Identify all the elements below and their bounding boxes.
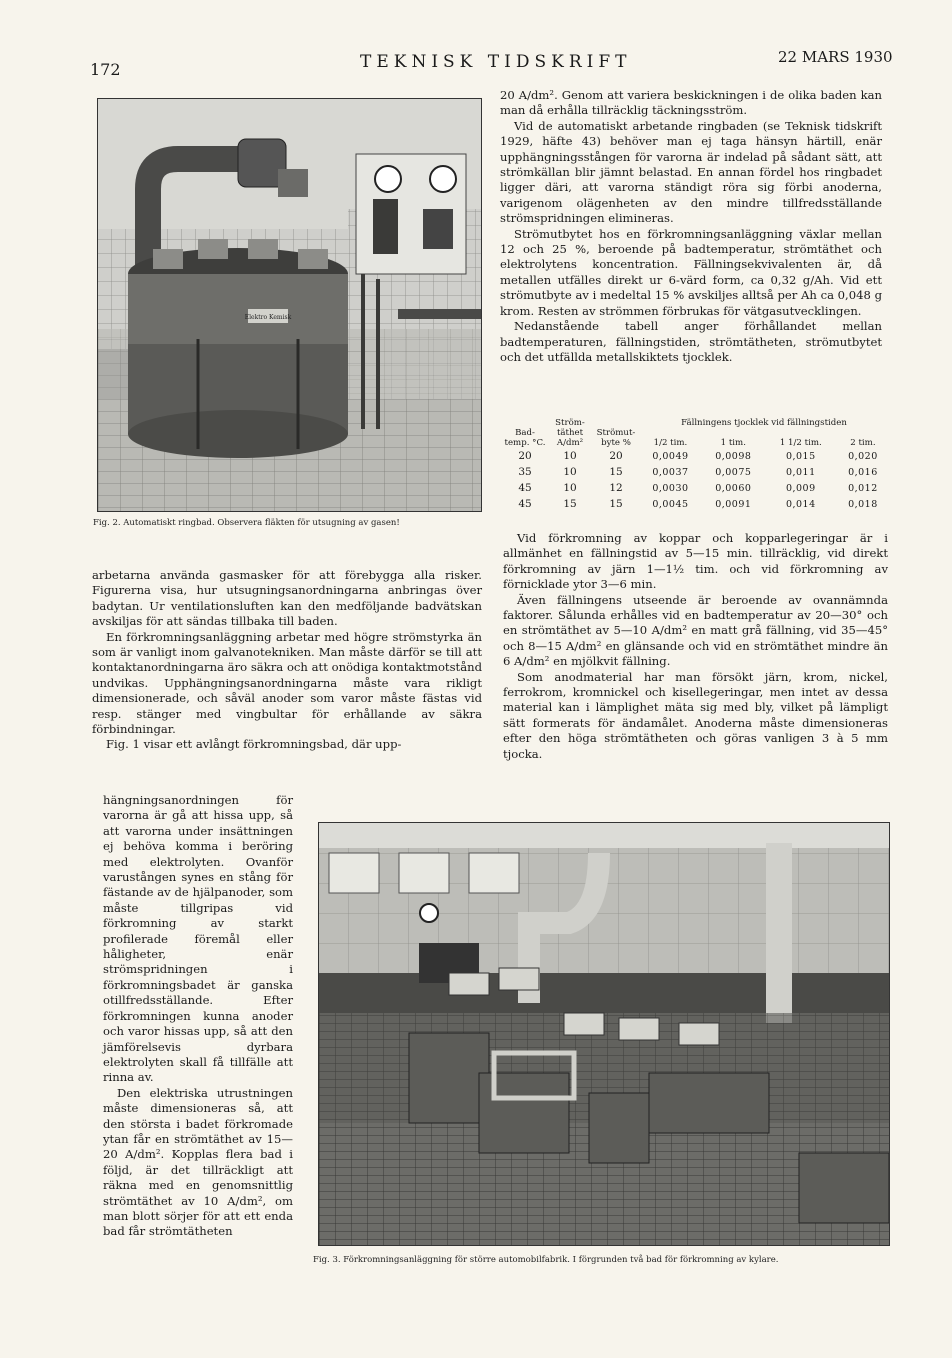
table-header-temp: Bad- temp. °C. xyxy=(504,428,546,448)
table-cell: 0,0060 xyxy=(715,482,752,494)
table-cell: 45 xyxy=(518,482,532,495)
figure-2-photo xyxy=(97,98,482,512)
table-cell: 0,020 xyxy=(848,450,878,462)
paragraph: Den elektriska utrustningen måste dimensioneras så, att den största i badet förkromade ytan får en strömtäthet av 15—20 A/dm². Kopplas flera bad i följd, är det tillräckligt att räkna med en genomsnittlig strömtäthet av 10 A/dm², om man blott sörjer för att ett enda bad får strömtätheten xyxy=(103,1085,293,1239)
figure-3-photo xyxy=(318,822,890,1246)
table-cell: 15 xyxy=(609,498,623,511)
table-cell: 10 xyxy=(563,482,577,495)
table-cell: 35 xyxy=(518,466,532,479)
table-cell: 0,0045 xyxy=(652,498,689,510)
table-cell: 0,016 xyxy=(848,466,878,478)
table-cell: 0,0091 xyxy=(715,498,752,510)
table-row xyxy=(503,480,889,496)
table-cell: 15 xyxy=(563,498,577,511)
table-cell: 10 xyxy=(563,466,577,479)
table-header-time: 2 tim. xyxy=(850,437,876,448)
narrow-column-text xyxy=(103,793,293,1240)
table-cell: 12 xyxy=(609,482,623,495)
page-number: 172 xyxy=(90,60,121,79)
paragraph: Som anodmaterial har man försökt järn, krom, nickel, ferrokrom, kromnickel och kisellegeringar, men intet av dessa material kan i lämplighet mäta sig med bly, vilket på lämpligt sätt formerats för ändamålet. Anoderna måste dimensioneras efter den höga strömtätheten och göras vanligen 3 à 5 mm tjocka. xyxy=(503,669,888,761)
table-cell: 20 xyxy=(609,450,623,463)
table-cell: 15 xyxy=(609,466,623,479)
right-column-bottom-text xyxy=(503,531,888,762)
paragraph: 20 A/dm². Genom att variera beskickningen i de olika baden kan man då erhålla tillräcklig täckningsström. xyxy=(500,88,882,118)
table-header-time: 1 1/2 tim. xyxy=(779,437,822,448)
table-cell: 10 xyxy=(563,450,577,463)
figure-3-caption: Fig. 3. Förkromningsanläggning för större automobilfabrik. I förgrunden två bad för förkromning av kylare. xyxy=(313,1255,779,1265)
table-cell: 0,014 xyxy=(785,498,816,510)
paragraph: Vid förkromning av koppar och kopparlegeringar är i allmänhet en fällningstid av 5—15 min. tillräcklig, vid direkt förkromning av järn 1—1½ tim. och vid förkromning av förnicklade ytor 3—6 min. xyxy=(503,531,888,592)
table-header-group: Fällningens tjocklek vid fällningstiden xyxy=(681,418,847,428)
figure-2-caption: Fig. 2. Automatiskt ringbad. Observera fläkten för utsugning av gasen! xyxy=(93,518,400,528)
table-cell: 0,009 xyxy=(785,482,816,494)
journal-title: TEKNISK TIDSKRIFT xyxy=(360,52,632,72)
paragraph: En förkromningsanläggning arbetar med högre strömstyrka än som är vanligt inom galvanotekniken. Man måste därför se till att kontaktanordningarna äro säkra och att onödiga kontaktmotstånd undvikas. Upphängningsanordningarna måste vara rikligt dimensionerade, och såväl anoder som varor måste fästas vid resp. stänger med vingbultar för erhållande av säkra förbindningar. xyxy=(92,629,482,737)
paragraph: Strömutbytet hos en förkromningsanläggning växlar mellan 12 och 25 %, beroende på badtemperatur, strömtäthet och elektrolytens koncentration. Fällningsekvivalenten är, då metallen utfälles direkt ur 6-värd form, ca 0,32 g/Ah. Vid ett strömutbyte av i medeltal 15 % avskiljes alltså per Ah ca 0,048 g krom. Resten av strömmen förbrukas för vätgasutvecklingen. xyxy=(500,226,882,318)
tank-nameplate: Elektro Kemisk xyxy=(244,314,292,321)
table-cell: 20 xyxy=(518,450,532,463)
paragraph: Nedanstående tabell anger förhållandet mellan badtemperaturen, fällningstiden, strömtätheten, strömutbytet och det utfällda metallskiktets tjocklek. xyxy=(500,319,882,364)
paragraph: Även fällningens utseende är beroende av ovannämnda faktorer. Sålunda erhålles vid en badtemperatur av 20—30° och en strömtäthet av 5—10 A/dm² en matt grå fällning, vid 35—45° och 8—15 A/dm² en glänsande och vid en strömtäthet mindre än 6 A/dm² en mjölkvit fällning. xyxy=(503,592,888,669)
table-row xyxy=(503,448,889,464)
left-column-text xyxy=(92,568,482,753)
table-header-density: Ström- täthet A/dm² xyxy=(555,418,585,448)
table-row xyxy=(503,464,889,480)
table-row xyxy=(503,496,889,512)
table-cell: 0,015 xyxy=(785,450,816,462)
table-cell: 0,012 xyxy=(848,482,878,494)
table-header-time: 1 tim. xyxy=(720,437,746,448)
table-cell: 0,0030 xyxy=(652,482,689,494)
table-cell: 0,0075 xyxy=(715,466,752,478)
paragraph: Fig. 1 visar ett avlångt förkromningsbad, där upp- xyxy=(106,737,402,752)
right-column-top-text xyxy=(500,88,882,365)
table-cell: 0,0098 xyxy=(715,450,752,462)
table-cell: 0,0037 xyxy=(652,466,689,478)
table-header-yield: Strömut- byte % xyxy=(596,428,636,448)
table-cell: 0,011 xyxy=(785,466,816,478)
paragraph: hängningsanordningen för varorna är gå att hissa upp, så att varorna under insättningen ej behöva komma i beröring med elektrolyten. Ovanför varustången synes en stång för fästande av de hjälpanoder, som måste tillgripas vid förkromning av starkt profilerade föremål eller håligheter, enär strömspridningen i förkromningsbadet är ganska otillfredsställande. Efter förkromningen kunna anoder och varor hissas upp, så att den jämförelsevis dyrbara elektrolyten skall få tillfälle att rinna av. xyxy=(103,793,293,1085)
table-cell: 0,0049 xyxy=(652,450,689,462)
table-header-time: 1/2 tim. xyxy=(653,437,688,448)
table-cell: 45 xyxy=(518,498,532,511)
deposit-thickness-table xyxy=(503,419,889,512)
issue-date: 22 MARS 1930 xyxy=(778,48,893,66)
paragraph: arbetarna använda gasmasker för att förebygga alla risker. Figurerna visa, hur utsugningsanordningarna anbringas över badytan. Ur ventilationsluften kan den medföljande badvätskan avskiljas för att sändas tillbaka till baden. xyxy=(92,568,482,629)
paragraph: Vid de automatiskt arbetande ringbaden (se Teknisk tidskrift 1929, häfte 43) behöver man ej taga hänsyn härtill, enär upphängningsstången för varorna är indelad på sådant sätt, att strömkällan blir jämnt belastad. En annan fördel hos ringbadet ligger däri, att varorna ständigt röra sig förbi anoderna, varigenom olägenheten av den mindre tillfredsställande strömspridningen elimineras. xyxy=(500,118,882,226)
table-cell: 0,018 xyxy=(848,498,878,510)
